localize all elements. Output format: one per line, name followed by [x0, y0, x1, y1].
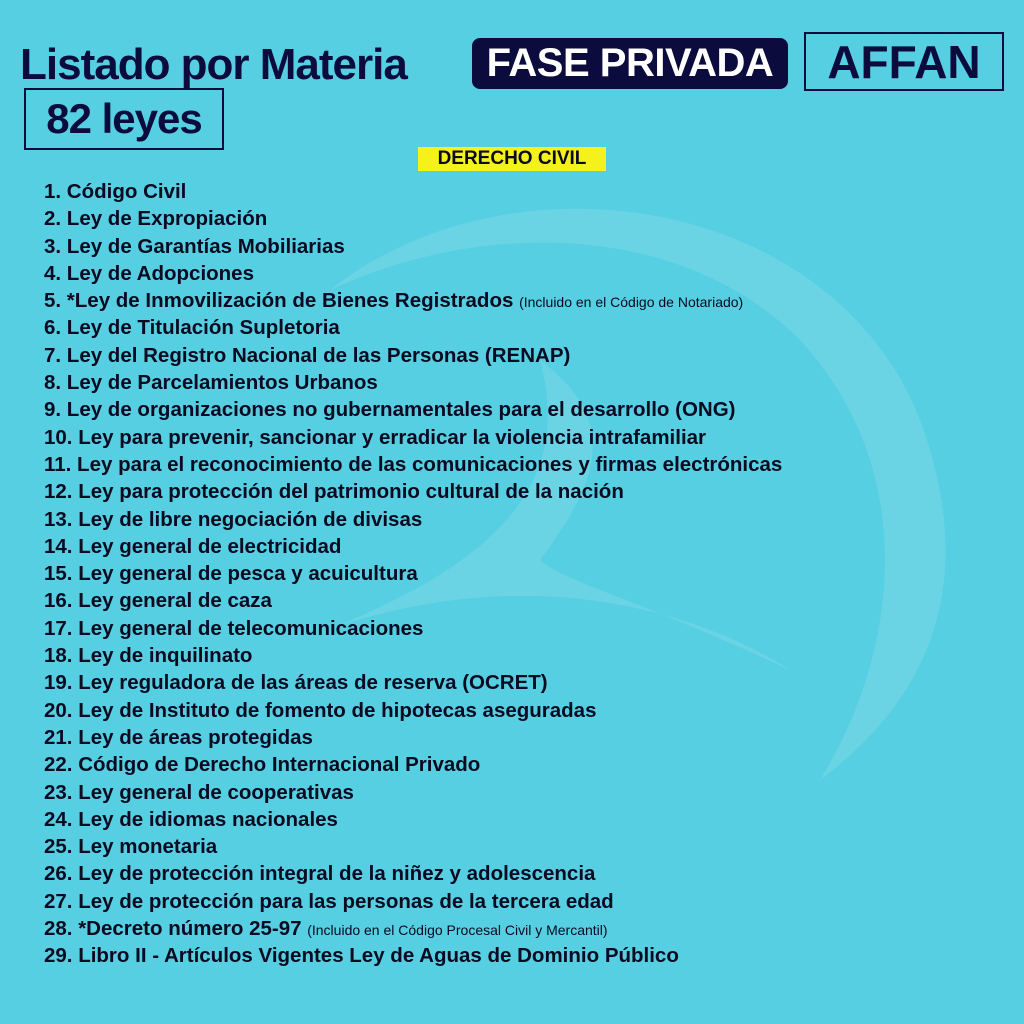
- law-title: 23. Ley general de cooperativas: [44, 780, 354, 804]
- phase-badge: FASE PRIVADA: [472, 38, 788, 89]
- law-title: 17. Ley general de telecomunicaciones: [44, 616, 424, 640]
- law-title: 5. *Ley de Inmovilización de Bienes Registrados: [44, 289, 514, 313]
- list-item: [44, 615, 782, 642]
- list-item: [44, 860, 782, 887]
- list-item: [44, 697, 782, 724]
- law-title: 27. Ley de protección para las personas de la tercera edad: [44, 889, 614, 913]
- law-title: 16. Ley general de caza: [44, 589, 272, 613]
- list-item: [44, 424, 782, 451]
- list-item: [44, 369, 782, 396]
- law-title: 2. Ley de Expropiación: [44, 207, 268, 231]
- law-title: 19. Ley reguladora de las áreas de reserva (OCRET): [44, 671, 548, 695]
- law-title: 8. Ley de Parcelamientos Urbanos: [44, 371, 378, 395]
- law-title: 10. Ley para prevenir, sancionar y erradicar la violencia intrafamiliar: [44, 425, 707, 449]
- law-title: 20. Ley de Instituto de fomento de hipotecas aseguradas: [44, 698, 597, 722]
- law-title: 6. Ley de Titulación Supletoria: [44, 316, 340, 340]
- law-title: 3. Ley de Garantías Mobiliarias: [44, 234, 345, 258]
- list-item: [44, 287, 782, 314]
- law-title: 22. Código de Derecho Internacional Privado: [44, 753, 481, 777]
- list-item: [44, 942, 782, 969]
- law-title: 11. Ley para el reconocimiento de las comunicaciones y firmas electrónicas: [44, 452, 783, 476]
- law-title: 29. Libro II - Artículos Vigentes Ley de Aguas de Dominio Público: [44, 944, 679, 968]
- law-title: 26. Ley de protección integral de la niñez y adolescencia: [44, 862, 596, 886]
- law-title: 21. Ley de áreas protegidas: [44, 725, 313, 749]
- law-note: (Incluido en el Código de Notariado): [519, 294, 744, 311]
- list-item: [44, 587, 782, 614]
- list-item: [44, 888, 782, 915]
- list-item: [44, 724, 782, 751]
- list-item: [44, 669, 782, 696]
- law-title: 9. Ley de organizaciones no gubernamentales para el desarrollo (ONG): [44, 398, 736, 422]
- list-item: [44, 451, 782, 478]
- law-title: 13. Ley de libre negociación de divisas: [44, 507, 423, 531]
- list-item: [44, 915, 782, 942]
- list-item: [44, 833, 782, 860]
- page-title: Listado por Materia: [20, 40, 407, 89]
- list-item: [44, 806, 782, 833]
- law-title: 28. *Decreto número 25-97: [44, 917, 302, 941]
- list-item: [44, 178, 782, 205]
- law-title: 7. Ley del Registro Nacional de las Personas (RENAP): [44, 343, 571, 367]
- list-item: [44, 560, 782, 587]
- list-item: [44, 506, 782, 533]
- list-item: [44, 260, 782, 287]
- law-title: 14. Ley general de electricidad: [44, 534, 342, 558]
- list-item: [44, 533, 782, 560]
- brand-logo: AFFAN: [804, 32, 1004, 91]
- law-list: [44, 178, 782, 970]
- list-item: [44, 779, 782, 806]
- law-title: 18. Ley de inquilinato: [44, 644, 253, 668]
- list-item: [44, 205, 782, 232]
- list-item: [44, 233, 782, 260]
- list-item: [44, 751, 782, 778]
- list-item: [44, 342, 782, 369]
- list-item: [44, 314, 782, 341]
- law-title: 1. Código Civil: [44, 180, 187, 203]
- list-item: [44, 396, 782, 423]
- section-heading: DERECHO CIVIL: [418, 147, 606, 171]
- law-title: 4. Ley de Adopciones: [44, 261, 254, 285]
- list-item: [44, 642, 782, 669]
- list-item: [44, 478, 782, 505]
- law-count-badge: 82 leyes: [24, 88, 224, 150]
- law-title: 12. Ley para protección del patrimonio cultural de la nación: [44, 480, 624, 504]
- law-title: 15. Ley general de pesca y acuicultura: [44, 562, 418, 586]
- law-title: 25. Ley monetaria: [44, 835, 218, 859]
- law-title: 24. Ley de idiomas nacionales: [44, 807, 338, 831]
- law-note: (Incluido en el Código Procesal Civil y Mercantil): [307, 922, 608, 939]
